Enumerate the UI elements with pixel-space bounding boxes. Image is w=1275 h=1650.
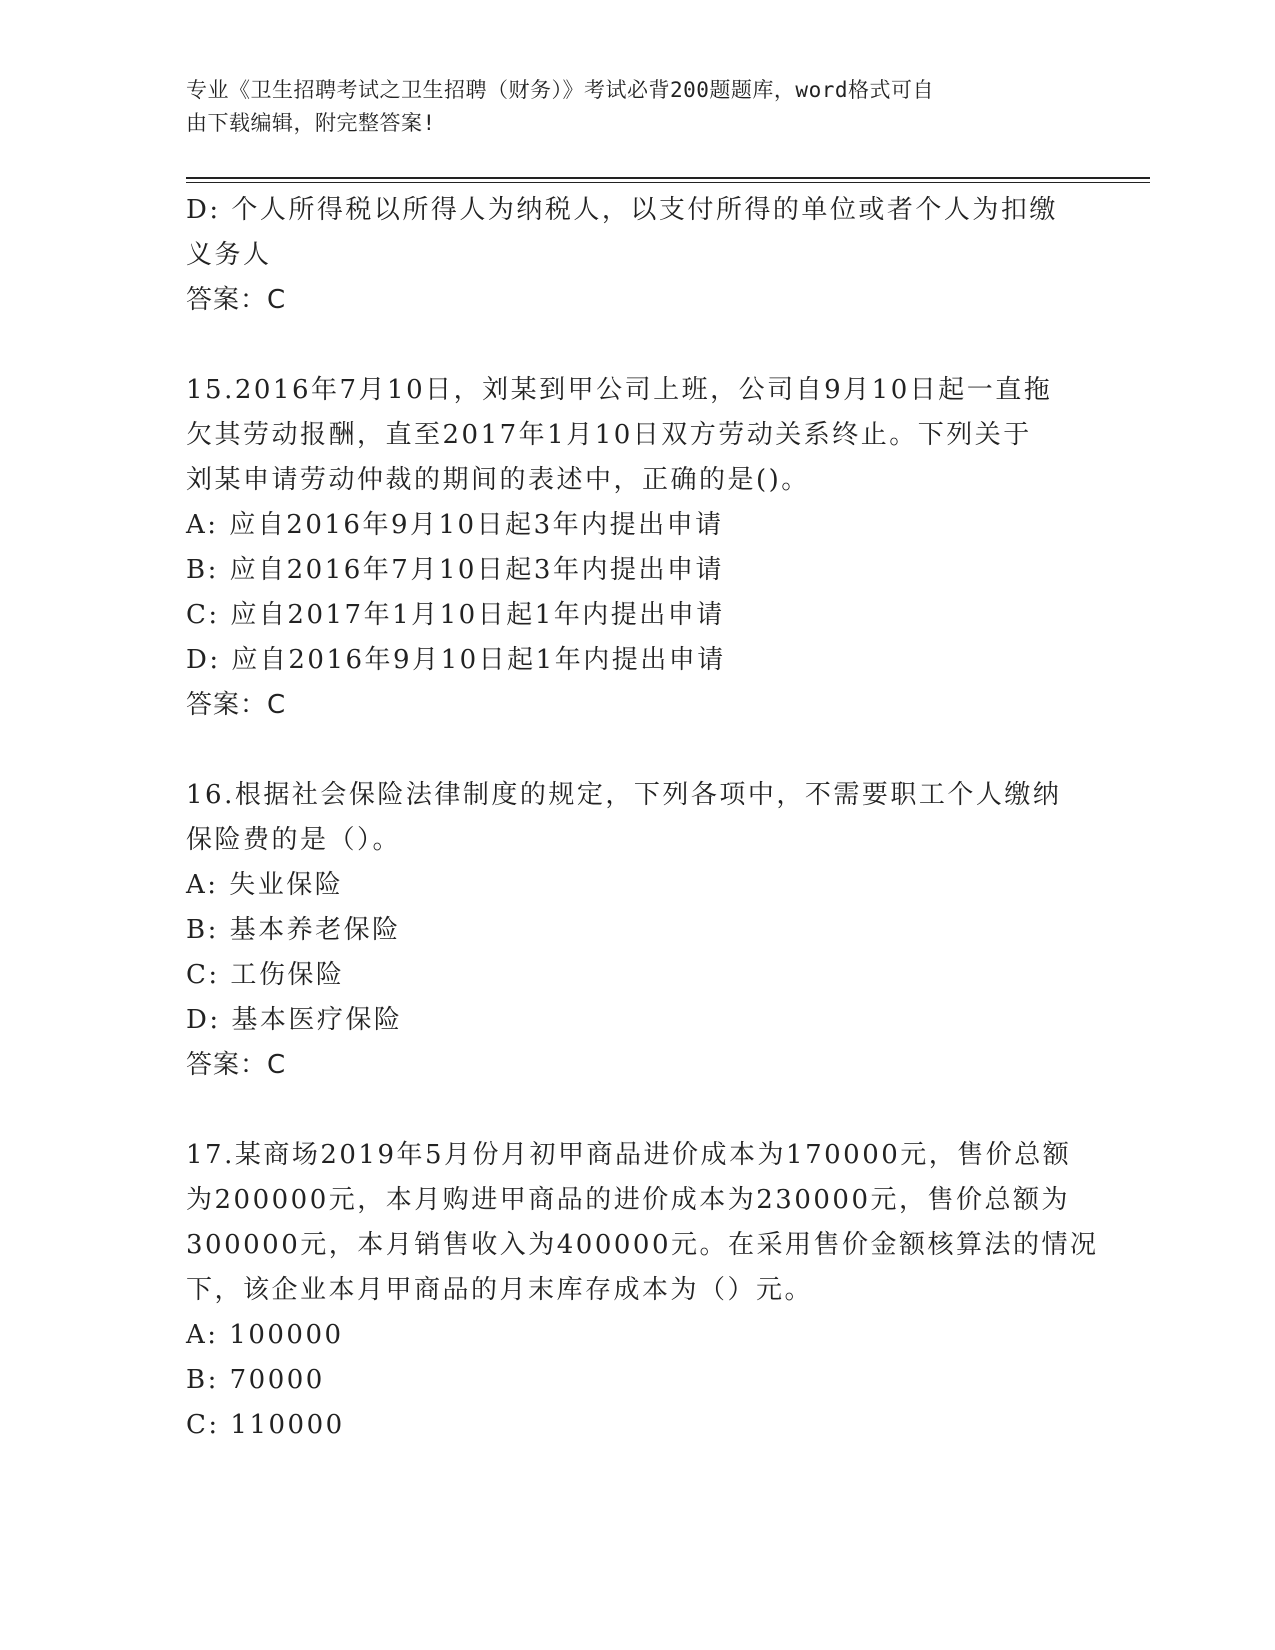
document-body [186, 188, 1099, 1448]
question-stem-line: 为200000元，本月购进甲商品的进价成本为230000元，售价总额为 [186, 1185, 1071, 1215]
header-line-2: 由下载编辑，附完整答案! [186, 111, 436, 135]
question-15 [186, 368, 1086, 728]
option-c: C: 应自2017年1月10日起1年内提出申请 [186, 600, 725, 630]
question-stem-line: 刘某申请劳动仲裁的期间的表述中，正确的是()。 [186, 465, 810, 495]
spacer [186, 323, 1086, 368]
answer-line: 答案：C [186, 690, 287, 720]
page-header [186, 74, 1066, 140]
question-stem-line: 下，该企业本月甲商品的月末库存成本为（）元。 [186, 1275, 814, 1305]
question-stem-line: 16.根据社会保险法律制度的规定，下列各项中，不需要职工个人缴纳 [186, 780, 1062, 810]
header-line-1: 专业《卫生招聘考试之卫生招聘（财务）》考试必背200题题库，word格式可自 [186, 78, 934, 102]
question-stem-line: 15.2016年7月10日，刘某到甲公司上班，公司自9月10日起一直拖 [186, 375, 1053, 405]
option-b: B: 应自2016年7月10日起3年内提出申请 [186, 555, 724, 585]
answer-line: 答案：C [186, 1050, 287, 1080]
option-b: B: 70000 [186, 1365, 325, 1395]
question-stem-line: 欠其劳动报酬，直至2017年1月10日双方劳动关系终止。下列关于 [186, 420, 1032, 450]
option-d: D: 应自2016年9月10日起1年内提出申请 [186, 645, 726, 675]
option-d: D: 基本医疗保险 [186, 1005, 403, 1035]
option-c: C: 工伤保险 [186, 960, 345, 990]
option-d-continued: 义务人 [186, 240, 272, 270]
option-a: A: 失业保险 [186, 870, 344, 900]
option-b: B: 基本养老保险 [186, 915, 401, 945]
question-16 [186, 773, 1086, 1088]
question-14-fragment [186, 188, 1086, 323]
answer-line: 答案：C [186, 285, 287, 315]
question-stem-line: 保险费的是（）。 [186, 825, 402, 855]
option-c: C: 110000 [186, 1410, 345, 1440]
question-17 [186, 1133, 1099, 1448]
header-divider-thin [186, 182, 1150, 183]
spacer [186, 728, 1086, 773]
spacer [186, 1088, 1086, 1133]
header-divider-thick [186, 177, 1150, 179]
option-a: A: 应自2016年9月10日起3年内提出申请 [186, 510, 724, 540]
option-a: A: 100000 [186, 1320, 344, 1350]
question-stem-line: 17.某商场2019年5月份月初甲商品进价成本为170000元，售价总额 [186, 1140, 1072, 1170]
option-d: D: 个人所得税以所得人为纳税人，以支付所得的单位或者个人为扣缴 [186, 195, 1058, 225]
question-stem-line: 300000元，本月销售收入为400000元。在采用售价金额核算法的情况 [186, 1230, 1099, 1260]
